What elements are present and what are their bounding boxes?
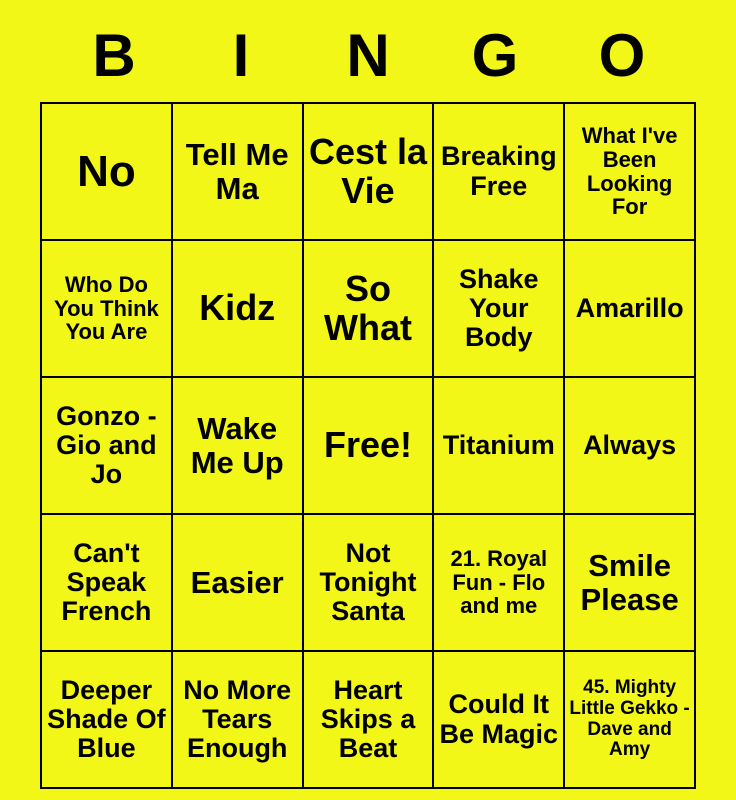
bingo-cell[interactable]: Cest la Vie <box>303 103 434 240</box>
bingo-cell[interactable]: 45. Mighty Little Gekko - Dave and Amy <box>564 651 695 788</box>
bingo-cell[interactable]: Tell Me Ma <box>172 103 303 240</box>
bingo-cell[interactable]: Heart Skips a Beat <box>303 651 434 788</box>
bingo-cell[interactable]: No <box>41 103 172 240</box>
header-letter-g: G <box>471 22 519 89</box>
bingo-cell[interactable]: Gonzo - Gio and Jo <box>41 377 172 514</box>
bingo-cell[interactable]: Kidz <box>172 240 303 377</box>
bingo-cell[interactable]: Titanium <box>433 377 564 514</box>
bingo-cell[interactable]: What I've Been Looking For <box>564 103 695 240</box>
bingo-cell[interactable]: So What <box>303 240 434 377</box>
bingo-header <box>40 22 696 89</box>
bingo-cell[interactable]: Smile Please <box>564 514 695 651</box>
bingo-cell[interactable]: Can't Speak French <box>41 514 172 651</box>
bingo-cell[interactable]: Easier <box>172 514 303 651</box>
bingo-row <box>41 103 695 240</box>
bingo-cell[interactable]: Amarillo <box>564 240 695 377</box>
bingo-row <box>41 240 695 377</box>
bingo-row <box>41 377 695 514</box>
bingo-cell-free[interactable]: Free! <box>303 377 434 514</box>
bingo-cell[interactable]: Not Tonight Santa <box>303 514 434 651</box>
header-letter-o: O <box>598 22 646 89</box>
bingo-cell[interactable]: Shake Your Body <box>433 240 564 377</box>
bingo-cell[interactable]: Wake Me Up <box>172 377 303 514</box>
bingo-grid <box>40 102 696 789</box>
header-letter-n: N <box>346 22 390 89</box>
bingo-cell[interactable]: Always <box>564 377 695 514</box>
header-letter-i: I <box>232 22 250 89</box>
bingo-cell[interactable]: Who Do You Think You Are <box>41 240 172 377</box>
bingo-cell[interactable]: 21. Royal Fun - Flo and me <box>433 514 564 651</box>
bingo-row <box>41 514 695 651</box>
header-letter-b: B <box>92 22 136 89</box>
bingo-cell[interactable]: Breaking Free <box>433 103 564 240</box>
bingo-row <box>41 651 695 788</box>
bingo-cell[interactable]: No More Tears Enough <box>172 651 303 788</box>
bingo-cell[interactable]: Deeper Shade Of Blue <box>41 651 172 788</box>
bingo-cell[interactable]: Could It Be Magic <box>433 651 564 788</box>
